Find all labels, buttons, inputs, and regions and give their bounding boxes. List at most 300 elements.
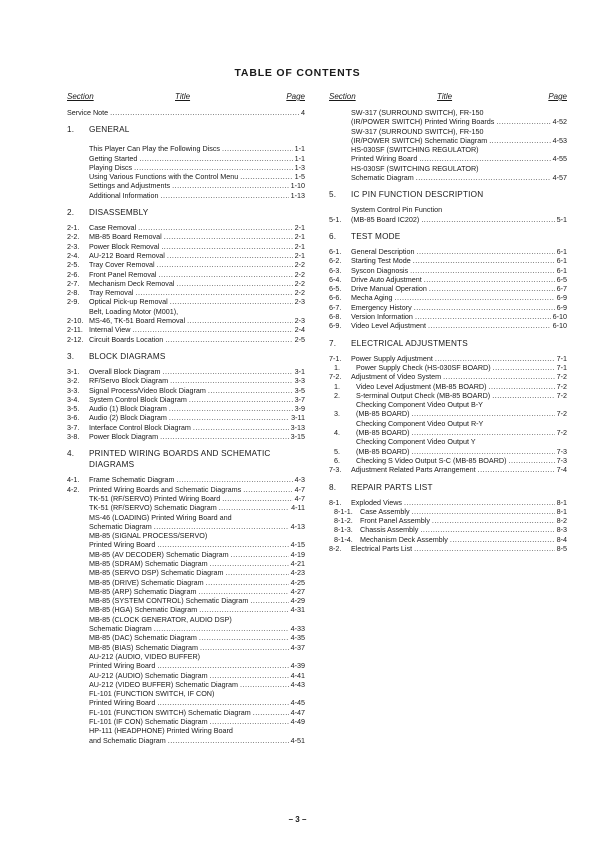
entry-title-row (89, 181, 305, 190)
entry-title-row (89, 568, 305, 577)
toc-entry[interactable] (67, 154, 305, 163)
header-title: Title (437, 92, 453, 101)
toc-entry[interactable] (329, 205, 567, 224)
dot-leader (250, 596, 288, 605)
toc-entry[interactable] (67, 260, 305, 269)
dot-leader (421, 215, 554, 224)
entry-page: 4-19 (290, 549, 305, 559)
dot-leader (189, 395, 293, 404)
dot-leader (428, 321, 551, 330)
entry-text (89, 163, 305, 172)
dot-leader (176, 475, 292, 484)
entry-number: 6-7. (329, 302, 342, 312)
entry-title: Schematic Diagram (351, 173, 414, 183)
entry-page: 7-1 (556, 362, 567, 372)
entry-text (356, 391, 567, 400)
entry-number: 2-10. (67, 316, 84, 326)
toc-entry[interactable] (67, 503, 305, 512)
entry-title: MB-85 (DRIVE) Schematic Diagram (89, 577, 204, 587)
toc-entry[interactable] (67, 587, 305, 596)
toc-entry[interactable] (67, 423, 305, 432)
toc-entry[interactable] (67, 633, 305, 642)
entry-title: Overall Block Diagram (89, 366, 161, 376)
entry-page: 4-52 (552, 117, 567, 127)
entry-title-row (89, 270, 305, 279)
entry-number: 5. (334, 446, 340, 456)
dot-leader (167, 251, 293, 260)
toc-entry[interactable] (329, 391, 567, 400)
section-heading (329, 482, 567, 493)
entry-title-row (89, 325, 305, 334)
toc-entry[interactable] (329, 275, 567, 284)
toc-entry[interactable] (67, 717, 305, 726)
dot-leader (412, 447, 555, 456)
toc-entry[interactable] (67, 413, 305, 422)
entry-text (356, 363, 567, 372)
dot-leader (225, 568, 288, 577)
entry-page: 8-5 (556, 543, 567, 553)
section-number: 8. (329, 482, 337, 492)
toc-entry[interactable] (329, 164, 567, 183)
toc-entry[interactable] (67, 513, 305, 532)
toc-entry[interactable] (67, 550, 305, 559)
entry-text (89, 633, 305, 642)
entry-number: 2-3. (67, 241, 80, 251)
entry-page: 2-2 (294, 278, 305, 288)
section-heading (329, 338, 567, 349)
toc-entry[interactable] (67, 432, 305, 441)
toc-entry[interactable] (67, 297, 305, 306)
entry-title-line1: System Control Pin Function (351, 205, 443, 215)
entry-page: 4-33 (290, 624, 305, 634)
dot-leader (410, 266, 554, 275)
toc-entry[interactable] (67, 596, 305, 605)
entry-title-row (89, 708, 305, 717)
entry-text (351, 312, 567, 321)
entry-title-row (89, 475, 305, 484)
entry-text (89, 386, 305, 395)
entry-title-row (356, 391, 567, 400)
entry-title: Service Note (67, 108, 109, 117)
toc-entry[interactable] (67, 325, 305, 334)
entry-number: 8-1-3. (334, 525, 353, 535)
entry-page: 8-3 (556, 525, 567, 535)
entry-title-row (89, 605, 305, 614)
toc-entry[interactable] (67, 708, 305, 717)
section-title: BLOCK DIAGRAMS (89, 351, 166, 361)
page-number: – 3 – (288, 815, 307, 824)
entry-text (89, 335, 305, 344)
toc-entry[interactable] (67, 395, 305, 404)
entry-title: FL-101 (IF CON) Schematic Diagram (89, 717, 208, 727)
toc-entry[interactable] (329, 498, 567, 507)
toc-entry[interactable] (67, 475, 305, 484)
entry-page: 2-2 (294, 269, 305, 279)
toc-entry[interactable] (67, 223, 305, 232)
dot-leader (478, 465, 555, 474)
entry-title-line1: HS-030SF (SWITCHING REGULATOR) (351, 163, 479, 173)
entry-number: 6-1. (329, 246, 342, 256)
toc-entry[interactable] (329, 372, 567, 381)
toc-entry[interactable] (67, 671, 305, 680)
entry-text (89, 279, 305, 288)
entry-number: 3-3. (67, 385, 80, 395)
entry-title-row (89, 316, 305, 325)
dot-leader (240, 172, 292, 181)
entry-page: 4-41 (290, 670, 305, 680)
entry-page: 2-2 (294, 260, 305, 270)
entry-text (89, 367, 305, 376)
entry-number: 2-8. (67, 288, 80, 298)
entry-text (89, 325, 305, 334)
header-page: Page (548, 92, 567, 101)
toc-entry[interactable] (67, 494, 305, 503)
entry-title-row (351, 266, 567, 275)
entry-title-line1: HP-111 (HEADPHONE) Printed Wiring Board (89, 726, 233, 736)
entry-text (351, 465, 567, 474)
entry-title: Exploded Views (351, 497, 403, 507)
toc-entry[interactable] (329, 382, 567, 391)
toc-entry[interactable] (67, 605, 305, 614)
section-heading (67, 351, 305, 362)
entry-text (89, 172, 305, 181)
entry-number: 2-9. (67, 297, 80, 307)
entry-title: MS-46, TK-51 Board Removal (89, 316, 186, 326)
entry-number: 6-9. (329, 321, 342, 331)
dot-leader (493, 363, 555, 372)
entry-page: 4-21 (290, 558, 305, 568)
toc-entry[interactable] (329, 256, 567, 265)
entry-title-line1: FL-101 (FUNCTION SWITCH, IF CON) (89, 689, 215, 699)
toc-entry[interactable] (329, 293, 567, 302)
entry-title-row (89, 671, 305, 680)
entry-page: 7-2 (556, 390, 567, 400)
entry-title-row (351, 372, 567, 381)
entry-number: 3-1. (67, 366, 80, 376)
entry-title: Tray Removal (89, 288, 134, 298)
entry-title: S-terminal Output Check (MB-85 BOARD) (356, 390, 491, 400)
section-title-line1: PRINTED WIRING BOARDS AND SCHEMATIC (89, 449, 271, 459)
dot-leader (443, 372, 554, 381)
column-header (329, 92, 567, 103)
toc-entry[interactable] (329, 525, 567, 534)
entry-title: TK-51 (RF/SERVO) Printed Wiring Board (89, 493, 221, 503)
dot-leader (198, 587, 288, 596)
entry-page: 6-7 (556, 284, 567, 294)
entry-title-line1: MS-46 (LOADING) Printed Wiring Board and (89, 512, 232, 522)
toc-entry[interactable] (67, 279, 305, 288)
entry-title: TK-51 (RF/SERVO) Schematic Diagram (89, 503, 217, 513)
entry-title-row (89, 223, 305, 232)
entry-title-row (89, 386, 305, 395)
toc-entry[interactable] (67, 726, 305, 745)
entry-page: 6-1 (556, 256, 567, 266)
entry-text (89, 432, 305, 441)
entry-title-row (89, 596, 305, 605)
entry-title-row (351, 465, 567, 474)
entry-page: 7-2 (556, 409, 567, 419)
dot-leader (157, 698, 288, 707)
entry-text (351, 266, 567, 275)
dot-leader (165, 335, 292, 344)
toc-entry[interactable] (67, 181, 305, 190)
entry-title-row (351, 136, 567, 145)
toc-entry[interactable] (67, 386, 305, 395)
entry-number: 1. (334, 362, 340, 372)
entry-title-line1: SW-317 (SURROUND SWITCH), FR-150 (351, 126, 484, 136)
entry-title-row (89, 251, 305, 260)
dot-leader (172, 181, 289, 190)
toc-entry[interactable] (67, 172, 305, 181)
entry-title: Chassis Assembly (360, 525, 419, 535)
entry-text (89, 605, 305, 614)
entry-title-row (89, 736, 305, 745)
entry-page: 1-5 (294, 172, 305, 182)
entry-title-row (351, 321, 567, 330)
toc-entry[interactable] (67, 531, 305, 550)
entry-number: 2-7. (67, 278, 80, 288)
entry-page: 2-1 (294, 223, 305, 233)
toc-entry[interactable] (67, 307, 305, 326)
entry-page: 8-2 (556, 516, 567, 526)
toc-entry[interactable] (329, 419, 567, 438)
entry-title: General Description (351, 246, 415, 256)
section-number: 4. (67, 449, 75, 459)
entry-page: 7-3 (556, 446, 567, 456)
dot-leader (210, 671, 289, 680)
dot-leader (199, 633, 289, 642)
toc-entry[interactable] (67, 404, 305, 413)
toc-entry[interactable] (67, 144, 305, 153)
entry-text (89, 270, 305, 279)
entry-text (89, 288, 305, 297)
toc-entry[interactable] (67, 615, 305, 634)
entry-number: 2-4. (67, 250, 80, 260)
entry-title: AU-212 (AUDIO) Schematic Diagram (89, 670, 208, 680)
entry-page: 6-9 (556, 293, 567, 303)
toc-entry[interactable] (67, 251, 305, 260)
dot-leader (419, 154, 550, 163)
toc-entry[interactable] (67, 578, 305, 587)
entry-title: Adjustment of Video System (351, 372, 442, 382)
dot-leader (240, 680, 289, 689)
entry-text (89, 671, 305, 680)
entry-title-row (351, 312, 567, 321)
toc-entry[interactable] (329, 535, 567, 544)
entry-text (360, 507, 567, 516)
toc-entry[interactable] (67, 680, 305, 689)
toc-entry[interactable] (329, 247, 567, 256)
entry-title: Printed Wiring Board (89, 540, 156, 550)
entry-text (89, 307, 305, 326)
entry-title: Tray Cover Removal (89, 260, 155, 270)
entry-title: (MB-85 BOARD) (356, 446, 410, 456)
entry-title-row (89, 367, 305, 376)
entry-text (89, 251, 305, 260)
entry-number: 3-6. (67, 413, 80, 423)
toc-entry[interactable] (329, 400, 567, 419)
entry-page: 3-3 (294, 376, 305, 386)
entry-title-row (351, 303, 567, 312)
entry-title: FL-101 (FUNCTION SWITCH) Schematic Diagram (89, 707, 251, 717)
toc-entry[interactable] (329, 145, 567, 164)
dot-leader (157, 661, 288, 670)
entry-text (351, 256, 567, 265)
dot-leader (508, 456, 554, 465)
entry-page: 6-1 (556, 246, 567, 256)
entry-text (89, 376, 305, 385)
entry-text (89, 726, 305, 745)
entry-title: and Schematic Diagram (89, 735, 166, 745)
entry-title-line1: HS-030SF (SWITCHING REGULATOR) (351, 145, 479, 155)
dot-leader (138, 223, 292, 232)
entry-number: 1. (334, 381, 340, 391)
entry-title-row (89, 587, 305, 596)
entry-title-row (67, 108, 305, 117)
entry-page: 3-9 (294, 404, 305, 414)
entry-title-line1: Belt, Loading Motor (M001), (89, 306, 179, 316)
section-number: 5. (329, 190, 337, 200)
toc-entry[interactable] (329, 127, 567, 146)
entry-text (356, 419, 567, 438)
toc-entry[interactable] (67, 288, 305, 297)
entry-title-row (89, 260, 305, 269)
entry-page: 4-11 (291, 503, 305, 513)
entry-title-row (351, 293, 567, 302)
entry-page: 2-5 (294, 334, 305, 344)
entry-text (89, 485, 305, 494)
toc-entry[interactable] (329, 312, 567, 321)
entry-title-row (89, 522, 305, 531)
toc-entry[interactable] (67, 163, 305, 172)
entry-number: 8-2. (329, 543, 342, 553)
toc-entry[interactable] (67, 559, 305, 568)
dot-leader (161, 242, 292, 251)
toc-entry[interactable] (67, 232, 305, 241)
toc-entry[interactable] (329, 108, 567, 127)
entry-number: 2-1. (67, 223, 80, 233)
entry-page: 6-9 (556, 302, 567, 312)
toc-entry[interactable] (67, 643, 305, 652)
entry-text (356, 400, 567, 419)
entry-number: 8-1-4. (334, 534, 353, 544)
toc-entry[interactable] (329, 284, 567, 293)
toc-entry[interactable] (329, 544, 567, 553)
entry-title: Video Level Adjustment (351, 321, 426, 331)
entry-title: Getting Started (89, 153, 138, 163)
toc-entry[interactable] (67, 367, 305, 376)
toc-entry[interactable] (329, 437, 567, 456)
entry-title-row (89, 661, 305, 670)
section-title: IC PIN FUNCTION DESCRIPTION (351, 190, 484, 200)
entry-text (89, 680, 305, 689)
toc-entry[interactable] (67, 689, 305, 708)
entry-title-row (351, 247, 567, 256)
entry-title-row (89, 698, 305, 707)
entry-page: 4-47 (290, 707, 305, 717)
toc-entry[interactable] (67, 270, 305, 279)
toc-entry[interactable] (67, 376, 305, 385)
entry-number: 6-6. (329, 293, 342, 303)
toc-entry[interactable] (329, 321, 567, 330)
entry-text (351, 321, 567, 330)
entry-title: MB-85 (DAC) Schematic Diagram (89, 633, 197, 643)
toc-entry[interactable] (67, 652, 305, 671)
toc-entry[interactable] (329, 456, 567, 465)
entry-text (360, 516, 567, 525)
toc-entry[interactable] (329, 465, 567, 474)
toc-entry[interactable] (67, 242, 305, 251)
entry-page: 8-1 (556, 497, 567, 507)
toc-entry[interactable] (329, 363, 567, 372)
entry-number: 3-5. (67, 404, 80, 414)
entry-page: 1-1 (294, 144, 305, 154)
dot-leader (157, 260, 293, 269)
entry-text (89, 223, 305, 232)
entry-title: Printed Wiring Board (89, 698, 156, 708)
entry-title-row (89, 172, 305, 181)
toc-entry[interactable] (67, 108, 305, 117)
entry-text (89, 587, 305, 596)
dot-leader (420, 525, 554, 534)
entry-title-line1: MB-85 (SIGNAL PROCESS/SERVO) (89, 531, 208, 541)
entry-page: 1-13 (290, 190, 305, 200)
toc-entry[interactable] (67, 568, 305, 577)
toc-entry[interactable] (329, 507, 567, 516)
entry-title-row (89, 376, 305, 385)
entry-title-row (89, 232, 305, 241)
toc-entry[interactable] (329, 354, 567, 363)
entry-title-row (356, 363, 567, 372)
dot-leader (163, 367, 293, 376)
section-heading (67, 207, 305, 218)
entry-page: 2-3 (294, 297, 305, 307)
dot-leader (429, 284, 555, 293)
entry-page: 2-1 (294, 241, 305, 251)
toc-entry[interactable] (67, 191, 305, 200)
entry-text (351, 164, 567, 183)
entry-page: 4-7 (294, 484, 305, 494)
entry-number: 2-12. (67, 334, 84, 344)
entry-text (356, 456, 567, 465)
entry-title-row (89, 494, 305, 503)
entry-title: Mechanism Deck Removal (89, 278, 175, 288)
dot-leader (193, 423, 289, 432)
entry-text (89, 494, 305, 503)
entry-number: 5-1. (329, 214, 342, 224)
entry-page: 4-43 (290, 679, 305, 689)
toc-entry[interactable] (67, 485, 305, 494)
toc-entry[interactable] (329, 266, 567, 275)
toc-entry[interactable] (67, 335, 305, 344)
entry-title: Front Panel Assembly (360, 516, 430, 526)
entry-number: 2-5. (67, 260, 80, 270)
entry-page: 4-31 (290, 605, 305, 615)
page-title: TABLE OF CONTENTS (234, 67, 361, 79)
entry-title-row (351, 544, 567, 553)
entry-text (67, 108, 305, 117)
dot-leader (489, 382, 555, 391)
entry-title-line1: Checking Component Video Output B-Y (356, 400, 483, 410)
entry-page: 2-3 (294, 316, 305, 326)
entry-title-row (89, 288, 305, 297)
toc-entry[interactable] (329, 303, 567, 312)
toc-entry[interactable] (329, 516, 567, 525)
entry-title: (IR/POWER SWITCH) Printed Wiring Boards (351, 117, 495, 127)
dot-leader (161, 191, 289, 200)
dot-leader (414, 544, 554, 553)
entry-title: Frame Schematic Diagram (89, 475, 175, 485)
